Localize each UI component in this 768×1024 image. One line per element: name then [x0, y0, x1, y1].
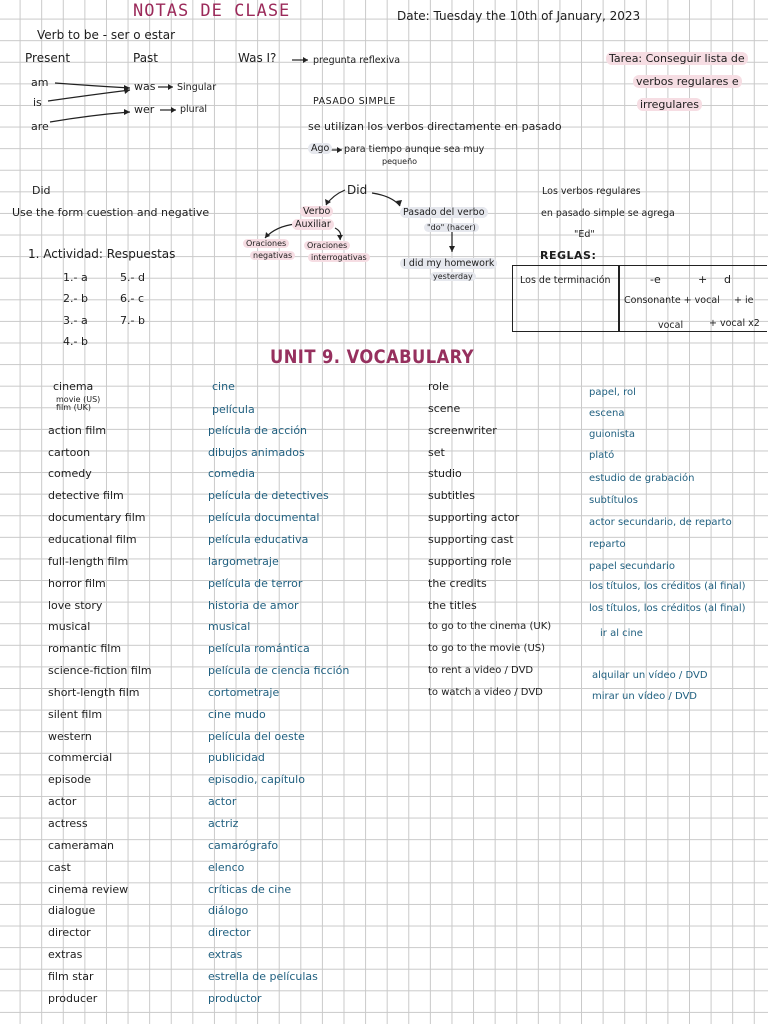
vocab-spanish-translation: estrella de películas — [208, 969, 318, 983]
vocab-english-term: set — [428, 445, 445, 459]
vocab-spanish-translation: los títulos, los créditos (al final) — [589, 603, 746, 614]
vocab-spanish-translation: los títulos, los créditos (al final) — [589, 581, 746, 592]
vocab-english-term: studio — [428, 467, 462, 481]
example-line-2: yesterday — [430, 272, 476, 281]
past-note-singular: Singular — [177, 82, 217, 93]
unit-title: UNIT 9. VOCABULARY — [270, 346, 475, 368]
vocab-spanish-translation: película romántica — [208, 642, 310, 656]
did-tree-root: Did — [347, 183, 368, 197]
vocab-english-term: detective film — [48, 489, 124, 503]
vocab-spanish-translation: película de detectives — [208, 489, 329, 503]
reglas-title: REGLAS: — [540, 249, 597, 262]
vocab-spanish-translation: historia de amor — [208, 598, 299, 612]
vocab-english-term: actor — [48, 795, 77, 809]
rule-3-left: vocal — [658, 320, 684, 331]
vocab-english-term: romantic film — [48, 642, 122, 656]
page-title: NOTAS DE CLASE — [133, 1, 291, 21]
oraciones-negativas-2: negativas — [250, 251, 295, 260]
vocab-spanish-translation: película de acción — [208, 423, 308, 437]
reglas-table-label: Los de terminación — [520, 275, 611, 286]
present-form-are: are — [31, 120, 49, 133]
vocab-spanish-translation: papel, rol — [589, 387, 636, 398]
vocab-spanish-translation: director — [208, 926, 251, 940]
answer-6: 6.- c — [120, 292, 145, 305]
vocab-spanish-translation: película de terror — [208, 576, 303, 590]
actividad-title: 1. Actividad: Respuestas — [28, 247, 176, 261]
homework-line-1: Tarea: Conseguir lista de — [606, 52, 748, 65]
vocab-spanish-translation: reparto — [589, 539, 626, 550]
did-usage: Use the form cuestion and negative — [12, 206, 210, 219]
present-form-am: am — [31, 76, 49, 89]
past-note-plural: plural — [180, 104, 208, 115]
vocab-english-term: episode — [48, 773, 92, 787]
answer-3: 3.- a — [63, 314, 88, 327]
vocab-english-term: commercial — [48, 751, 113, 765]
vocab-spanish-translation: actriz — [208, 817, 239, 830]
vocab-english-term: to rent a video / DVD — [428, 665, 534, 677]
pasado-simple-title: PASADO SIMPLE — [313, 96, 396, 107]
vocab-spanish-translation: cine mudo — [208, 707, 266, 721]
vocab-english-term: supporting cast — [428, 532, 514, 546]
vocab-spanish-translation: episodio, capítulo — [208, 773, 305, 787]
vocab-english-term: action film — [48, 423, 107, 437]
vocab-spanish-translation: papel secundario — [589, 561, 675, 572]
vocab-english-term: to go to the movie (US) — [428, 643, 546, 655]
oraciones-interrogativas-2: interrogativas — [308, 253, 370, 262]
vocab-spanish-translation: cine — [212, 380, 235, 393]
verbo-auxiliar-1: Verbo — [300, 206, 333, 217]
question-text: Was I? — [238, 51, 277, 65]
ago-text-2: pequeño — [382, 157, 418, 166]
verb-to-be-title: Verb to be - ser o estar — [37, 28, 176, 42]
vocab-english-term: role — [428, 380, 449, 393]
vocab-english-term: cinema — [53, 380, 94, 393]
vocab-english-term: western — [48, 729, 92, 743]
vocab-english-term: subtitles — [428, 489, 475, 503]
answer-2: 2.- b — [63, 292, 88, 305]
vocab-english-term: educational film — [48, 532, 137, 546]
vocab-spanish-translation: alquilar un vídeo / DVD — [592, 670, 708, 681]
vocab-english-term: full-length film — [48, 554, 129, 568]
vocab-spanish-translation: diálogo — [208, 904, 249, 918]
vocab-spanish-translation: camarógrafo — [208, 838, 279, 852]
oraciones-negativas-1: Oraciones — [243, 239, 289, 248]
vocab-spanish-translation: extras — [208, 948, 243, 962]
vocab-english-term: the credits — [428, 576, 487, 590]
ago-text: para tiempo aunque sea muy — [344, 144, 485, 155]
vocab-spanish-translation: película del oeste — [208, 729, 305, 743]
vocab-spanish-translation: productor — [208, 991, 262, 1005]
answer-1: 1.- a — [63, 271, 88, 284]
homework-line-2: verbos regulares e — [633, 75, 742, 88]
vocab-english-term: science-fiction film — [48, 664, 152, 678]
past-form-was: was — [134, 80, 156, 93]
answer-7: 7.- b — [120, 314, 145, 327]
oraciones-interrogativas-1: Oraciones — [304, 241, 350, 250]
vocab-english-term: supporting actor — [428, 511, 520, 525]
vocab-spanish-translation: guionista — [589, 429, 635, 440]
homework-line-3: irregulares — [637, 98, 702, 111]
regulares-line-3: "Ed" — [574, 229, 595, 240]
present-form-is: is — [33, 96, 42, 109]
example-line-1: I did my homework — [400, 258, 497, 269]
vocab-english-term: producer — [48, 991, 98, 1005]
rule-3-right: + vocal x2 — [709, 318, 760, 329]
vocab-spanish-translation: comedia — [208, 467, 256, 481]
vocab-spanish-translation: estudio de grabación — [589, 473, 695, 484]
vocab-spanish-translation: mirar un vídeo / DVD — [592, 691, 698, 702]
regulares-line-1: Los verbos regulares — [542, 186, 641, 197]
vocab-english-term: comedy — [48, 467, 92, 481]
vocab-spanish-translation: ir al cine — [600, 628, 643, 639]
vocab-spanish-translation: actor secundario, de reparto — [589, 517, 732, 528]
vocab-english-term: cameraman — [48, 838, 114, 852]
rule-1-right: d — [724, 273, 731, 286]
vocab-english-term: short-length film — [48, 685, 140, 699]
ago-word: Ago — [308, 143, 332, 154]
vocab-english-term: cast — [48, 860, 71, 874]
vocab-english-term: cartoon — [48, 445, 91, 459]
regulares-line-2: en pasado simple se agrega — [541, 208, 675, 219]
date-text: Date: Tuesday the 10th of January, 2023 — [397, 9, 641, 23]
vocab-spanish-translation: largometraje — [208, 554, 279, 568]
vocab-english-term: horror film — [48, 576, 106, 590]
vocab-spanish-translation: publicidad — [208, 751, 265, 765]
do-hacer: "do" (hacer) — [424, 223, 479, 232]
vocab-spanish-translation: plató — [589, 450, 615, 461]
rule-1-plus: + — [698, 273, 708, 286]
vocab-english-term: director — [48, 926, 91, 940]
vocab-english-term: the titles — [428, 598, 477, 612]
verbo-auxiliar-2: Auxiliar — [292, 219, 334, 230]
vocab-english-term: documentary film — [48, 511, 146, 525]
vocab-english-term: scene — [428, 401, 461, 415]
past-form-wer: wer — [134, 103, 155, 116]
vocab-english-term: cinema review — [48, 882, 129, 896]
answer-5: 5.- d — [120, 271, 145, 284]
question-note: pregunta reflexiva — [313, 55, 401, 66]
vocab-english-term: movie (US) film (UK) — [56, 394, 101, 412]
rule-2-left: Consonante + vocal — [624, 295, 720, 306]
vocab-spanish-translation: elenco — [208, 860, 245, 874]
vocab-english-term: silent film — [48, 707, 103, 721]
vocab-english-term: extras — [48, 948, 83, 962]
pasado-del-verbo: Pasado del verbo — [400, 207, 488, 218]
vocab-english-term: musical — [48, 620, 91, 634]
vocab-spanish-translation: película documental — [208, 511, 320, 525]
present-label: Present — [25, 51, 71, 65]
vocab-spanish-translation: película — [212, 402, 255, 416]
vocab-spanish-translation: cortometraje — [208, 685, 280, 699]
answer-4: 4.- b — [63, 335, 88, 348]
vocab-english-term: film star — [48, 969, 94, 983]
rule-2-right: + ie — [734, 295, 754, 306]
vocab-english-term: to go to the cinema (UK) — [428, 621, 552, 633]
past-label: Past — [133, 51, 159, 65]
vocab-english-term: screenwriter — [428, 423, 497, 437]
vocab-spanish-translation: musical — [208, 620, 251, 634]
vocab-spanish-translation: actor — [208, 795, 237, 809]
pasado-simple-line: se utilizan los verbos directamente en pasado — [308, 120, 562, 133]
vocab-spanish-translation: críticas de cine — [208, 882, 292, 896]
vocab-spanish-translation: dibujos animados — [208, 445, 305, 459]
vocab-spanish-translation: escena — [589, 408, 625, 419]
rule-1-left: -e — [650, 273, 661, 286]
vocab-english-term: actress — [48, 817, 88, 830]
vocab-english-term: love story — [48, 598, 103, 612]
vocab-english-term: dialogue — [48, 904, 96, 918]
vocab-english-term: to watch a video / DVD — [428, 686, 543, 698]
vocab-spanish-translation: subtítulos — [589, 495, 638, 506]
vocab-spanish-translation: película educativa — [208, 532, 309, 546]
vocab-spanish-translation: película de ciencia ficción — [208, 664, 350, 678]
vocab-english-term: supporting role — [428, 554, 512, 568]
reglas-table-divider — [618, 265, 620, 331]
did-label: Did — [32, 184, 51, 197]
